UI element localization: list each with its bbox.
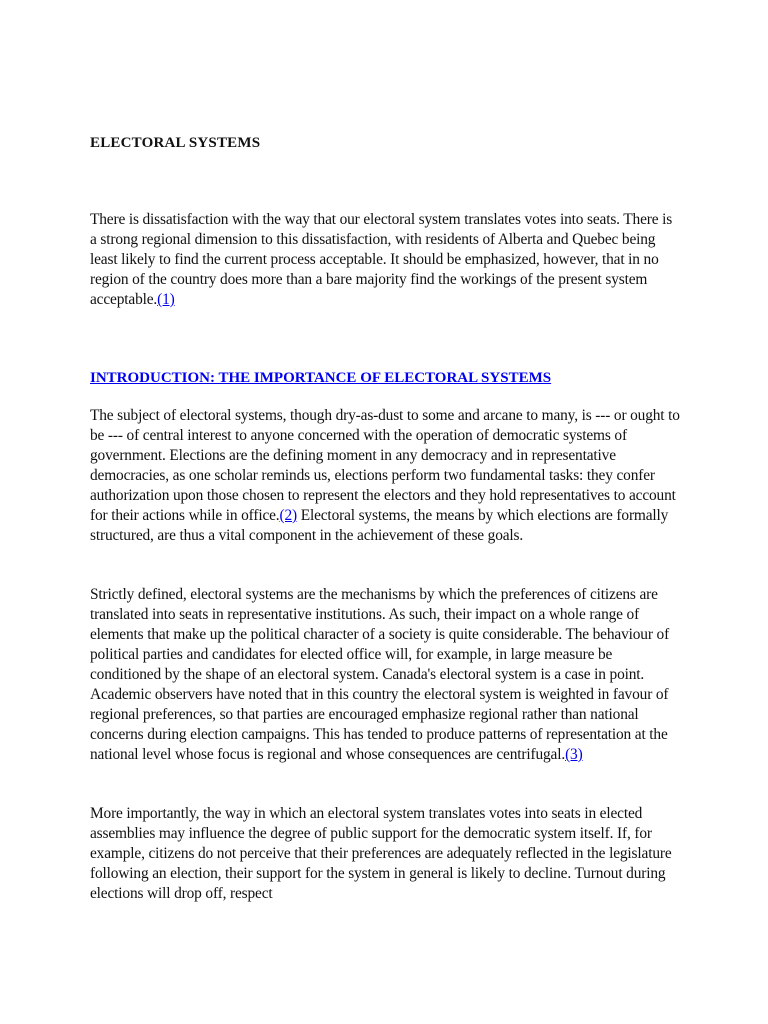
section-heading <box>90 368 551 388</box>
footnote-link-1[interactable]: (1) <box>157 291 175 308</box>
footnote-link-3[interactable]: (3) <box>565 746 583 763</box>
body-paragraph-3 <box>90 804 680 904</box>
footnote-link-2[interactable]: (2) <box>279 507 297 524</box>
body-paragraph-1 <box>90 406 690 546</box>
body-paragraph-1-text-continued: Electoral systems, the means by which elections are formally structured, are thus a vital component in the achievement of these goals. <box>90 507 669 544</box>
body-paragraph-3-text: More importantly, the way in which an electoral system translates votes into seats in elected assemblies may influence the degree of public support for the democratic system itself. If, for example, citizens do not perceive that their preferences are adequately reflected in the legislature following an election, their support for the system in general is likely to decline. Turnout during elections will drop off, respect <box>90 805 672 902</box>
intro-paragraph <box>90 210 680 310</box>
body-paragraph-2-text: Strictly defined, electoral systems are the mechanisms by which the preferences of citizens are translated into seats in representative institutions. As such, their impact on a whole range of elements that make up the political character of a society is quite considerable. The behaviour of political parties and candidates for elected office will, for example, in large measure be conditioned by the shape of an electoral system. Canada's electoral system is a case in point. Academic observers have noted that in this country the electoral system is weighted in favour of regional preferences, so that parties are encouraged emphasize regional rather than national concerns during election campaigns. This has tended to produce patterns of representation at the national level whose focus is regional and whose consequences are centrifugal. <box>90 586 670 763</box>
body-paragraph-1-text: The subject of electoral systems, though dry-as-dust to some and arcane to many, is --- or ought to be --- of central interest to anyone concerned with the operation of democratic systems of government. Elections are the defining moment in any democracy and in representative democracies, as one scholar reminds us, elections perform two fundamental tasks: they confer authorization upon those chosen to represent the electors and they hold representatives to account for their actions while in office. <box>90 407 680 524</box>
section-heading-link[interactable]: INTRODUCTION: THE IMPORTANCE OF ELECTORAL SYSTEMS <box>90 370 552 386</box>
intro-paragraph-text: There is dissatisfaction with the way that our electoral system translates votes into seats. There is a strong regional dimension to this dissatisfaction, with residents of Alberta and Quebec being least likely to find the current process acceptable. It should be emphasized, however, that in no region of the country does more than a bare majority find the workings of the present system acceptable. <box>90 211 673 308</box>
document-title: ELECTORAL SYSTEMS <box>90 135 261 151</box>
body-paragraph-2 <box>90 585 680 765</box>
